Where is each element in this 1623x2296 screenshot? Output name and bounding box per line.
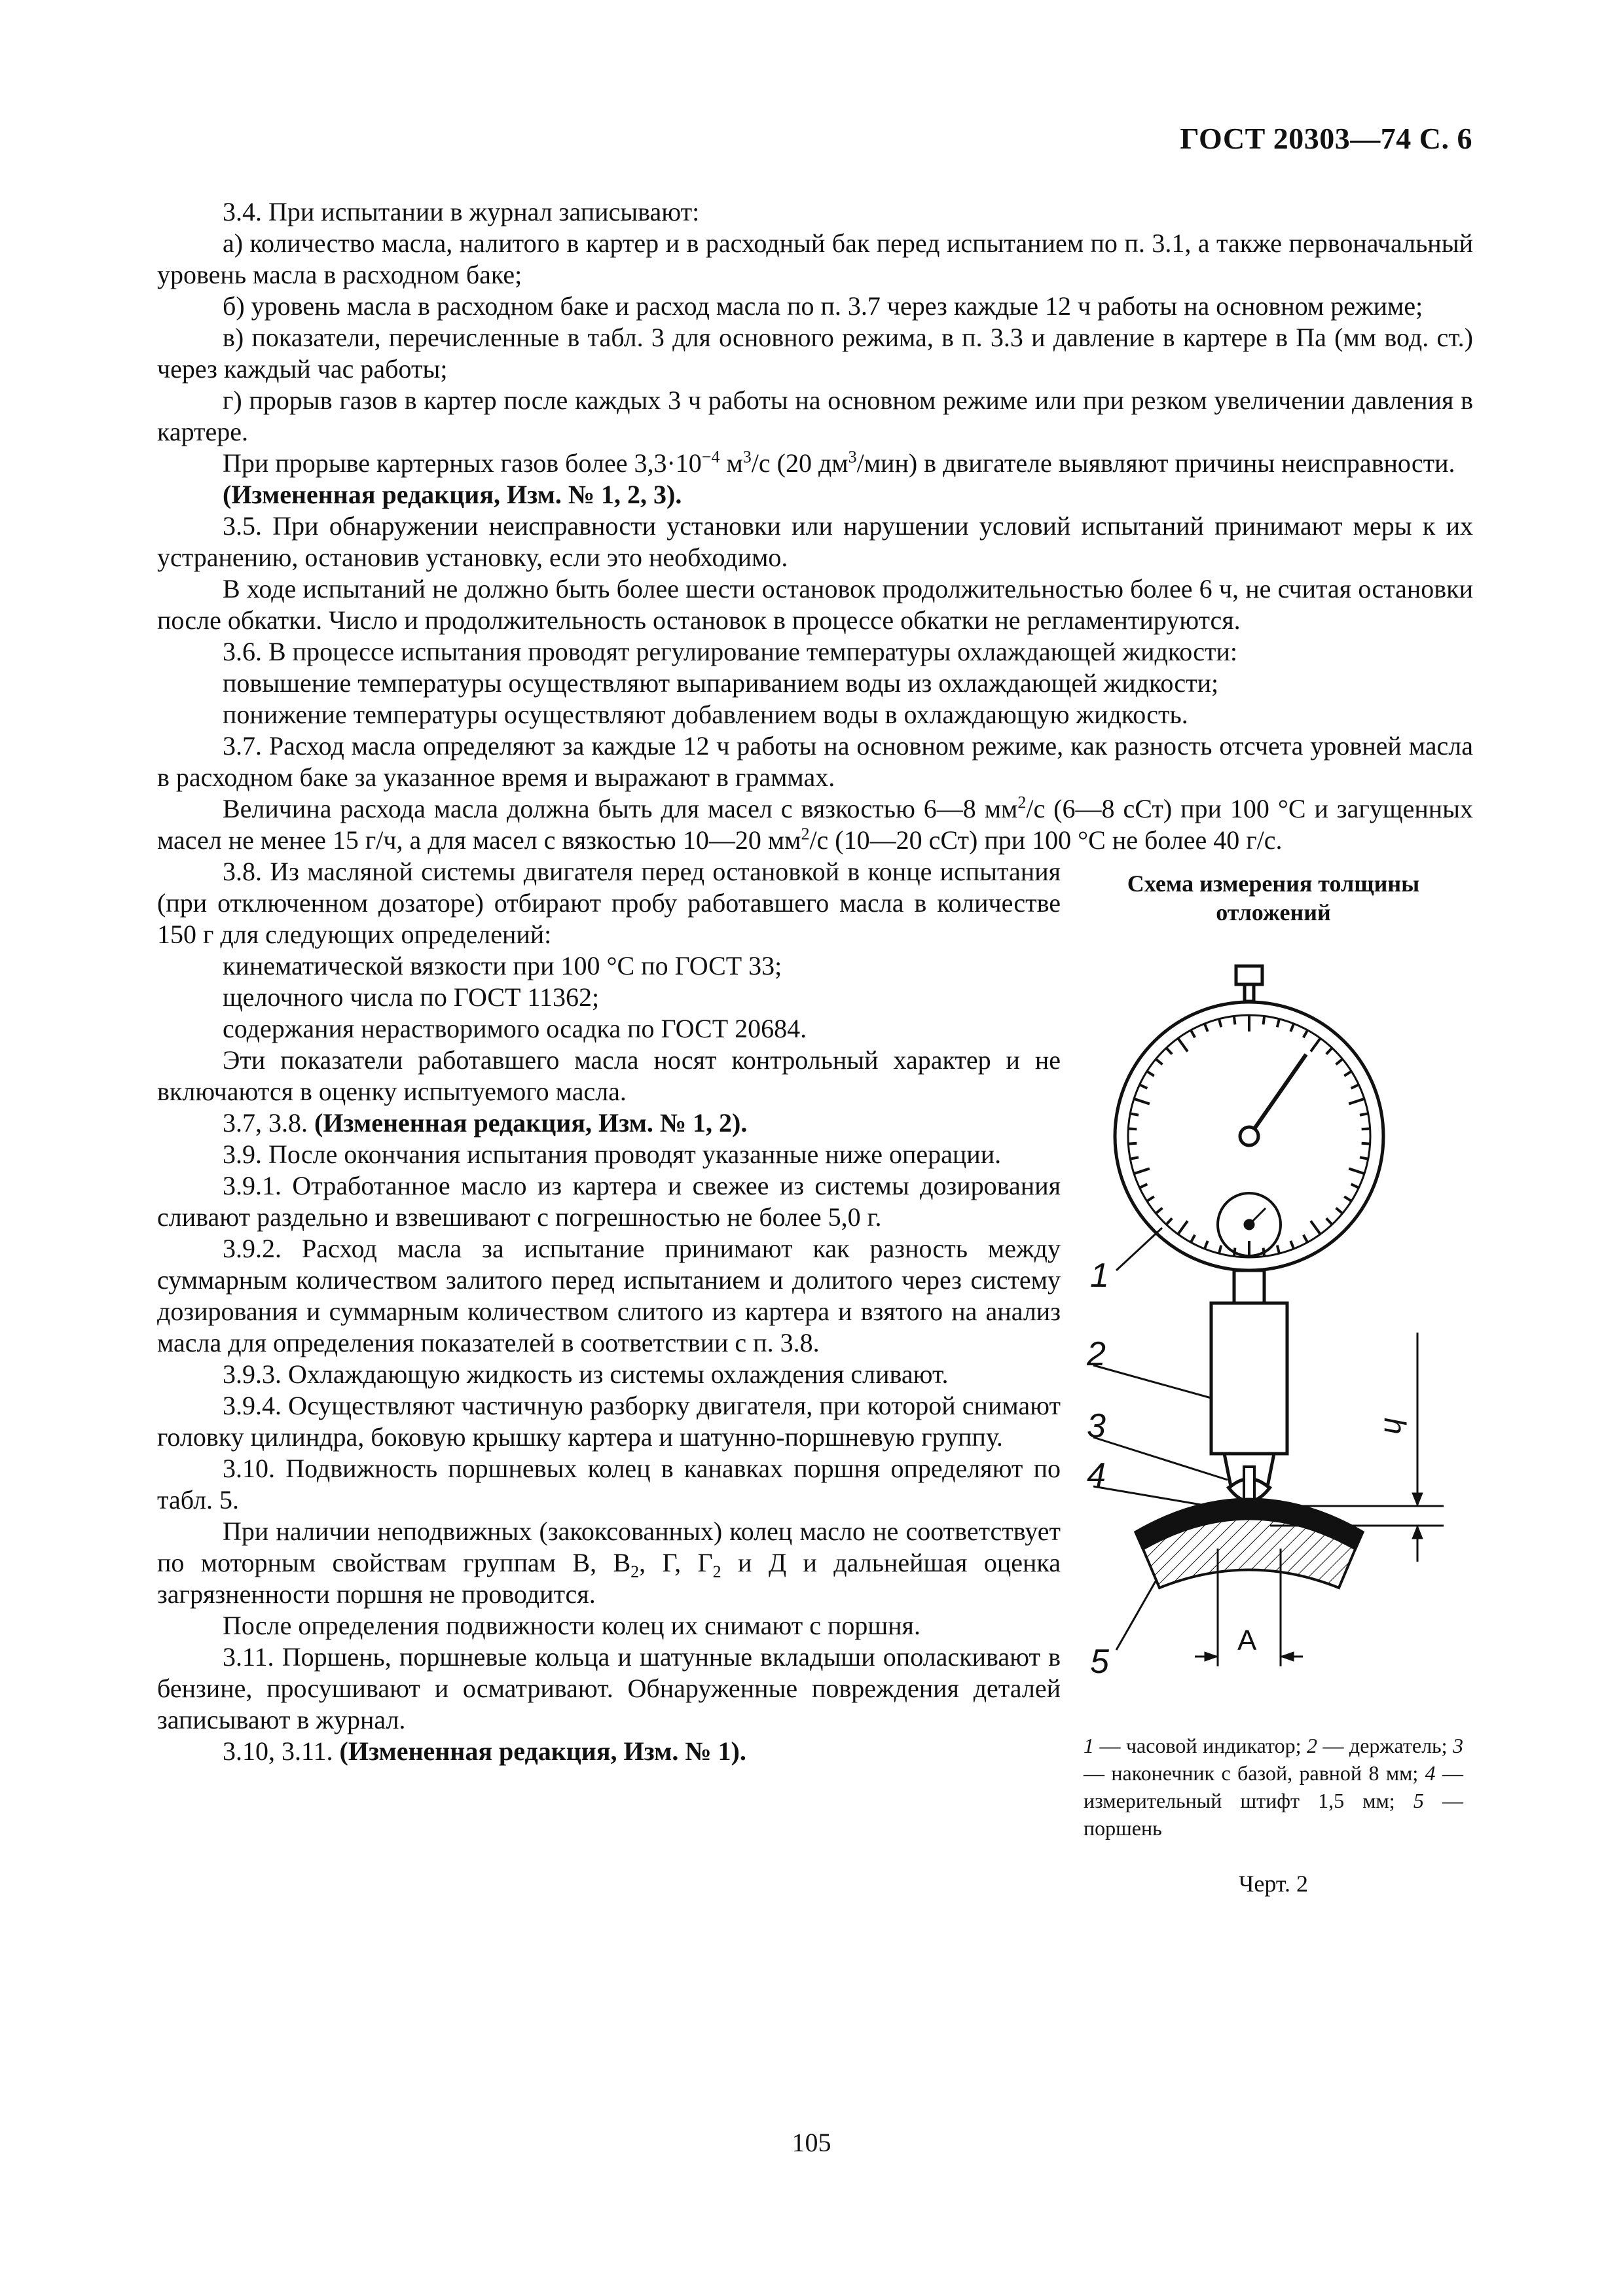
dial-tick [1290,1241,1294,1249]
dial-tick [1147,1071,1154,1076]
dial-tick [1140,1085,1148,1088]
figure-caption: 1 — часовой индикатор; 2 — держатель; 3 — наконечник с базой, равной 8 мм; 4 — измерительный штифт 1,5 мм; 5 — поршень [1084,1734,1464,1840]
dial-tick [1134,1168,1150,1174]
dial-tick [1234,1016,1235,1024]
edition-note-1: (Измененная редакция, Изм. № 1, 2, 3). [223,480,682,509]
paragraph-3-4-a: а) количество масла, налитого в картер и в расходный бак перед испытанием по п. 3.1, а также первоначальный уровень масла в расходном баке; [157,228,1473,289]
leader-3 [1093,1437,1228,1480]
paragraph-3-8: 3.8. Из масляной системы двигателя перед остановкой в конце испытания (при отключенном дозаторе) отбирают пробу работавшего масла в количестве 150 г для следующих определений: [157,857,1061,949]
dial-tick [1304,1030,1307,1037]
label-3: 3 [1087,1407,1106,1445]
paragraph-3-6-b: понижение температуры осуществляют добавлением воды в охлаждающую жидкость. [223,700,1188,729]
dial-tick [1336,1059,1343,1064]
dial-tick [1178,1221,1188,1234]
dial-tick [1362,1143,1370,1144]
dial-tick [1147,1196,1154,1201]
paragraph-3-9-3: 3.9.3. Охлаждающую жидкость из системы охлаждения сливают. [223,1359,949,1389]
label-1: 1 [1090,1257,1109,1295]
paragraph-3-7-b: Величина расхода масла должна быть для масел с вязкостью 6—8 $мм^2/с$ (6—8 сСт) при 100 °С и загущенных масел не менее 15 г/ч, а для масел с вязкостью 10—20 $мм^2/с$ (10—20 сСт) при 100 °С не более 40 г/с. [157,793,1474,855]
dial-center [1240,1127,1258,1145]
document-body [157,196,1474,1897]
indicator-stem-top [1245,984,1254,1001]
indicator-neck [1234,1270,1264,1303]
leader-1 [1116,1228,1162,1270]
paragraph-3-7: 3.7. Расход масла определяют за каждые 12 ч работы на основном режиме, как разность отсчета уровней масла в расходном баке за указанное время и выражают в граммах. [157,731,1473,792]
dial-tick [1344,1196,1351,1201]
dial-tick [1205,1241,1208,1249]
paragraph-3-8-b: щелочного числа по ГОСТ 11362; [223,982,600,1012]
paragraph-3-4-c: в) показатели, перечисленные в табл. 3 для основного режима, в п. 3.3 и давление в картере в Па (мм вод. ст.) через каждый час работы; [157,323,1473,384]
paragraph-3-9-2: 3.9.2. Расход масла за испытание принимают как разность между суммарным количеством залитого перед испытанием и долитого через систему дозирования и суммарным количеством слитого из картера и взятого на анализ масла для определения показателей в соответствии с п. 3.8. [157,1234,1061,1357]
dial-tick [1128,1128,1137,1129]
dial-tick [1191,1030,1195,1037]
dial-tick [1178,1038,1188,1051]
paragraph-3-5: 3.5. При обнаружении неисправности установки или нарушении условий испытаний принимают меры к их устранению, остановив установку, если это необходимо. [157,511,1473,572]
paragraph-3-6: 3.6. В процессе испытания проводят регулирование температуры охлаждающей жидкости: [223,637,1238,666]
dial-tick [1349,1099,1364,1104]
paragraph-3-4-d: г) прорыв газов в картер после каждых 3 ч работы на основном режиме или при резком увеличении давления в картере. [157,386,1473,446]
dial-tick [1351,1184,1359,1188]
edition-note-2: 3.7, 3.8. (Измененная редакция, Изм. № 1, 2). [223,1108,748,1138]
edition-note-3: 3.10, 3.11. (Измененная редакция, Изм. № 1). [223,1736,746,1766]
figure-number: Черт. 2 [1239,1871,1308,1897]
paragraph-3-4: 3.4. При испытании в журнал записывают: [223,197,700,226]
dial-tick [1205,1024,1208,1031]
dial-needle [1249,1054,1306,1136]
paragraph-3-5-b: В ходе испытаний не должно быть более шести остановок продолжительностью более 6 ч, не считая остановки после обкатки. Число и продолжительность остановок в процессе обкатки не регламентируются. [157,574,1473,635]
dial-tick [1349,1168,1364,1174]
paragraph-3-4-b: б) уровень масла в расходном баке и расход масла по п. 3.7 через каждые 12 ч работы на основном режиме; [223,291,1423,321]
figure-title: Схема измерения толщины отложений [1127,870,1420,925]
paragraph-3-10: 3.10. Подвижность поршневых колец в канавках поршня определяют по табл. 5. [157,1454,1061,1515]
paragraph-crankcase-gases: При прорыве картерных газов более $3,3\cdot 10^{-4}$ $м^3/с$ (20 $дм^3/мин$) в двигателе выявляют причины неисправности. [223,447,1455,478]
dial-tick [1326,1218,1332,1224]
dial-tick [1130,1113,1139,1115]
dial-tick [1140,1184,1148,1188]
measurement-diagram [1077,940,1470,1725]
paragraph-3-9: 3.9. После окончания испытания проводят указанные ниже операции. [223,1139,1002,1169]
dial-tick [1166,1048,1172,1054]
dial-tick [1219,1246,1221,1254]
dial-tick [1264,1016,1265,1024]
leader-5 [1116,1581,1156,1650]
dial-tick [1360,1157,1368,1158]
paragraph-3-10-b: При наличии неподвижных (закоксованных) колец масло не соответствует по моторным свойствам группам В, $В_2$, Г, $Г_2$ и Д и дальнейшая оценка загрязненности поршня не проводится. [157,1516,1061,1609]
paragraph-3-8-c: содержания нерастворимого осадка по ГОСТ 20684. [223,1014,807,1043]
holder-body [1211,1303,1287,1454]
dial-tick [1128,1143,1137,1144]
dial-tick [1344,1071,1351,1076]
dial-tick [1166,1218,1172,1224]
paragraph-3-8-d: Эти показатели работавшего масла носят контрольный характер и не включаются в оценку испытуемого масла. [157,1045,1061,1106]
figure-column [1074,869,1473,1899]
dial-tick [1290,1024,1294,1031]
paragraph-3-9-1: 3.9.1. Отработанное масло из картера и свежее из системы дозирования сливают раздельно и взвешивают с погрешностью не более 5,0 г. [157,1171,1061,1232]
paragraph-3-8-a: кинематической вязкости при 100 °С по ГОСТ 33; [223,951,782,980]
label-4: 4 [1087,1456,1106,1494]
dial-tick [1351,1085,1359,1088]
paragraph-3-9-4: 3.9.4. Осуществляют частичную разборку двигателя, при которой снимают головку цилиндра, боковую крышку картера и шатунно-поршневую группу. [157,1391,1061,1452]
two-column-section [157,856,1473,1897]
label-2: 2 [1087,1335,1106,1373]
indicator-top-button [1236,966,1262,984]
label-5: 5 [1090,1643,1109,1681]
dial-tick [1130,1157,1139,1158]
dial-tick [1219,1019,1221,1028]
dial-tick [1336,1208,1343,1213]
dial-tick [1304,1235,1307,1242]
paragraph-3-6-a: повышение температуры осуществляют выпариванием воды из охлаждающей жидкости; [223,668,1219,698]
dial-tick [1360,1113,1368,1115]
leader-2 [1093,1365,1211,1398]
dial-tick [1311,1038,1321,1051]
page-number: 105 [792,2128,831,2157]
dial-tick [1277,1019,1279,1028]
left-column [157,856,1061,1767]
page-header: ГОСТ 20303—74 С. 6 [1180,122,1472,155]
dial-tick [1156,1208,1162,1213]
dial-tick [1134,1099,1150,1104]
label-h: h [1378,1418,1412,1435]
dial-tick [1277,1246,1279,1254]
dial-tick [1362,1128,1370,1129]
dial-tick [1191,1235,1195,1242]
label-a: А [1237,1624,1257,1657]
paragraph-3-11: 3.11. Поршень, поршневые кольца и шатунные вкладыши ополаскивают в бензине, просушивают и осматривают. Обнаруженные повреждения деталей записывают в журнал. [157,1642,1061,1734]
dial-tick [1311,1221,1321,1234]
paragraph-3-10-c: После определения подвижности колец их снимают с поршня. [223,1611,921,1640]
dial-tick [1326,1048,1332,1054]
dial-tick [1156,1059,1162,1064]
